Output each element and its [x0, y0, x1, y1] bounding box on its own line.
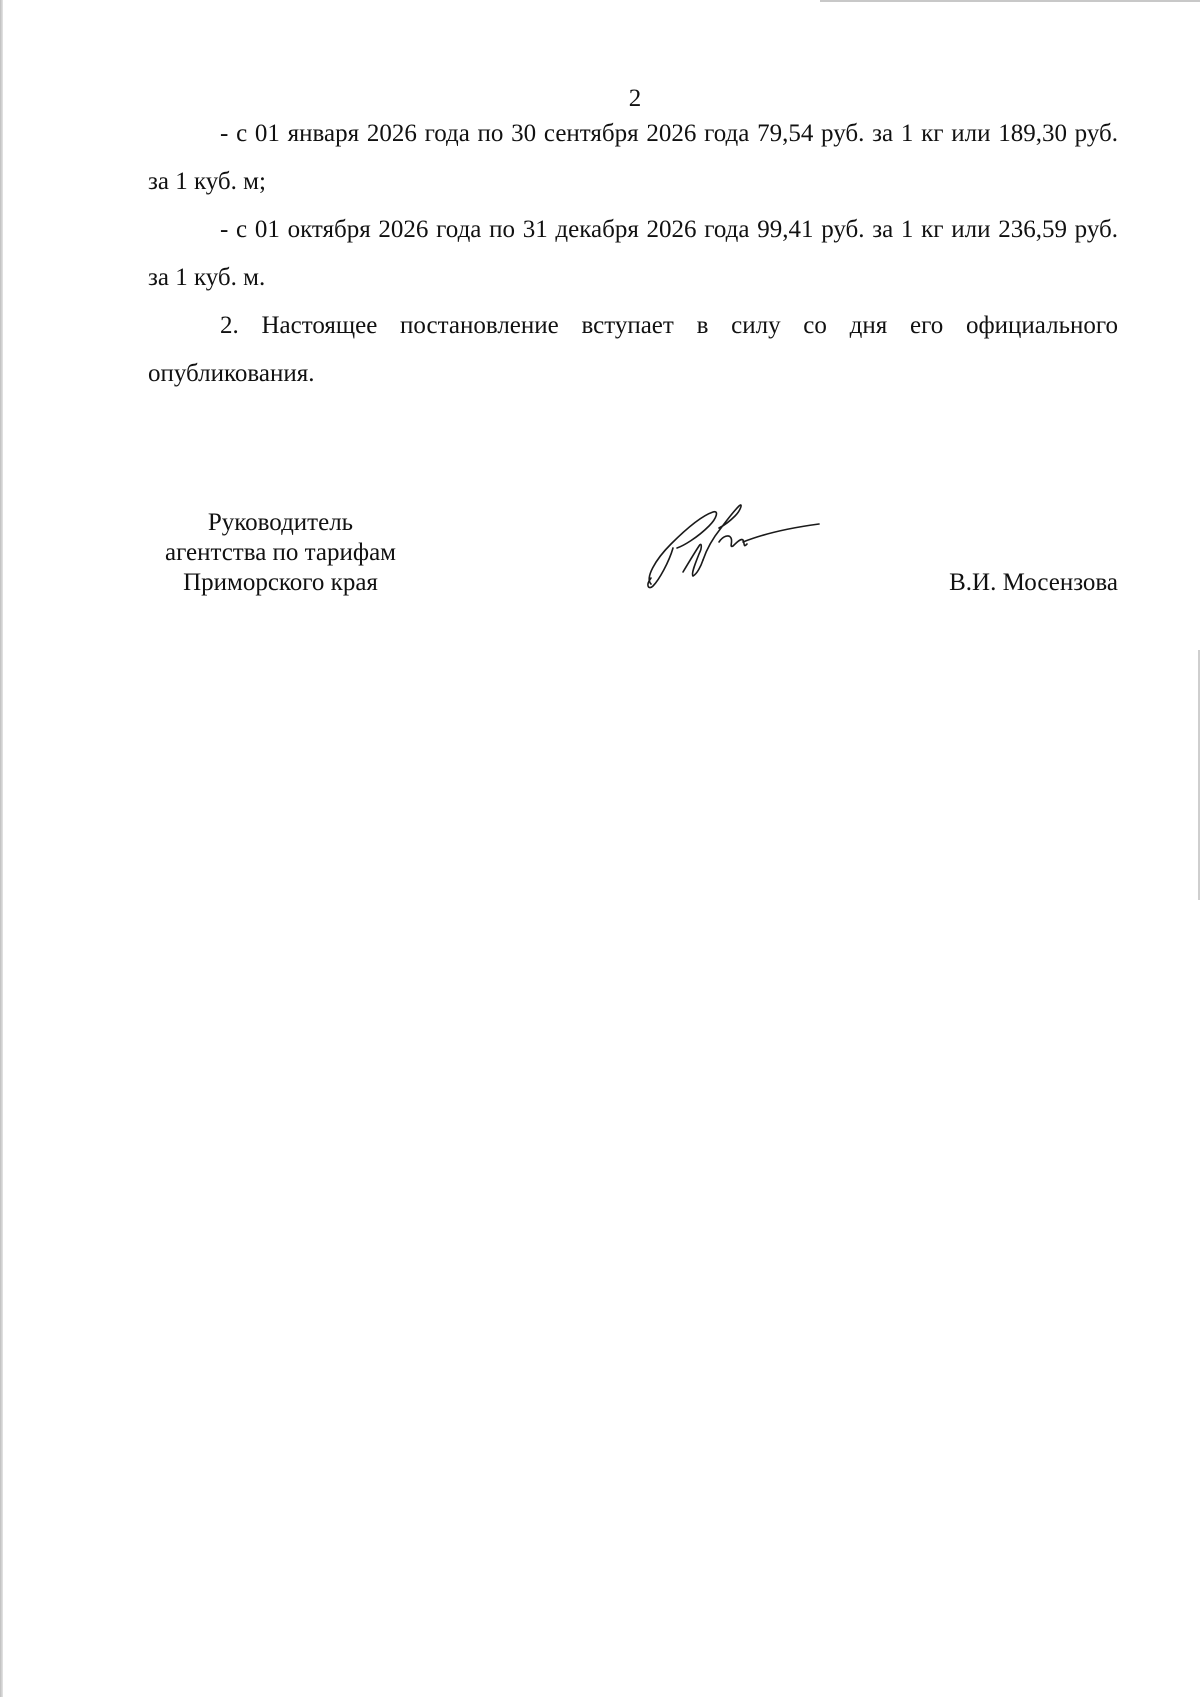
scan-edge-left — [0, 0, 3, 1697]
signer-position-line: Руководитель — [207, 509, 354, 536]
page-number: 2 — [628, 85, 642, 112]
signature-block — [148, 508, 1118, 618]
signer-position-line: агентства по тарифам — [164, 539, 397, 566]
tariff-period-1: - с 01 января 2026 года по 30 сентября 2026 года 79,54 руб. за 1 кг или 189,30 руб. за 1 куб. м; — [148, 120, 1118, 195]
effective-clause: 2. Настоящее постановление вступает в силу со дня его официального опубликования. — [148, 312, 1118, 387]
document-body — [148, 110, 1118, 398]
signer-position — [148, 508, 413, 598]
tariff-period-2: - с 01 октября 2026 года по 31 декабря 2026 года 99,41 руб. за 1 кг или 236,59 руб. за 1 куб. м. — [148, 216, 1118, 291]
signer-position-line: Приморского края — [183, 569, 378, 596]
scan-edge-top — [820, 0, 1200, 2]
signer-name: В.И. Мосензова — [949, 569, 1118, 596]
handwritten-signature — [643, 482, 823, 592]
